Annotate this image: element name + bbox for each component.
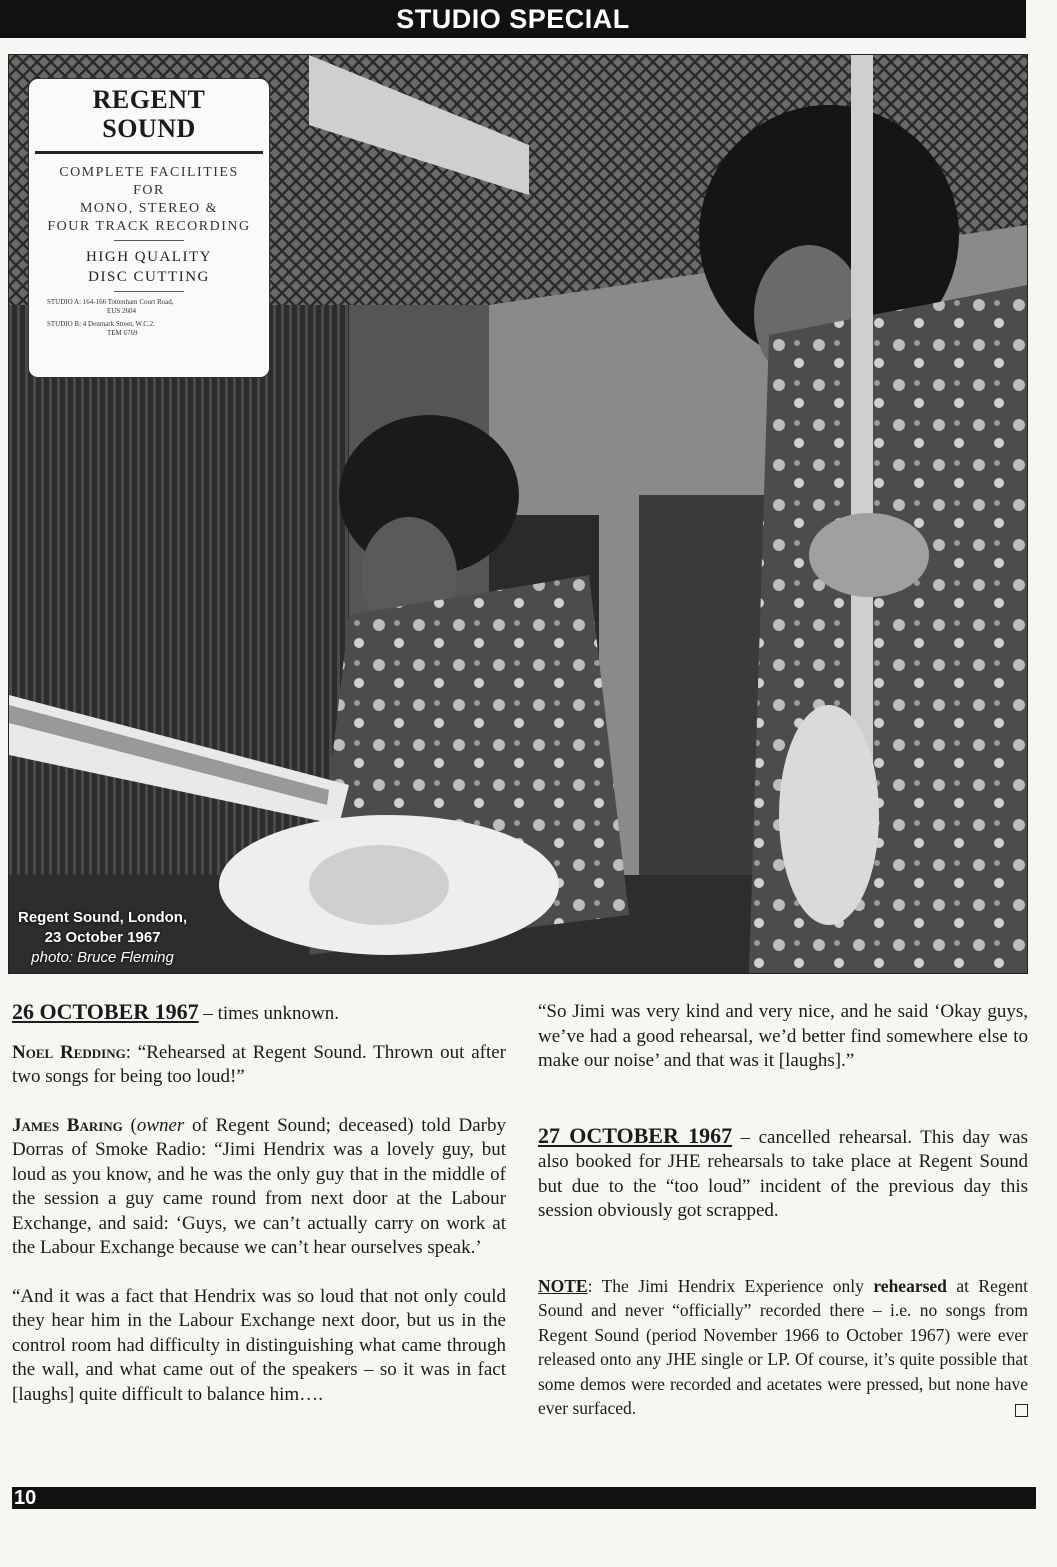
- ad-thin-divider: [114, 291, 184, 292]
- note-paragraph: [538, 1274, 1028, 1421]
- speaker-name: James Baring: [12, 1114, 123, 1136]
- ad-studio-a: [47, 298, 269, 316]
- studio-b-address: 4 Denmark Street, W.C.2.: [82, 320, 155, 328]
- ad-divider: [35, 151, 263, 154]
- entry-26-october: [12, 1000, 506, 1027]
- speaker-name: Noel Redding: [12, 1041, 126, 1063]
- entry-text: – times unknown.: [198, 1003, 340, 1024]
- date-heading: 26 OCTOBER 1967: [12, 999, 199, 1024]
- date-heading: 27 OCTOBER 1967: [538, 1122, 733, 1148]
- quote-text: : “Rehearsed at Regent Sound. Thrown out after two songs for being too loud!”: [12, 1041, 506, 1087]
- ad-line: FOR: [133, 183, 165, 198]
- ad-thin-divider: [114, 240, 184, 241]
- studio-a-address: 164-166 Tottenham Court Road,: [82, 298, 174, 306]
- page-number: 10: [14, 1487, 37, 1509]
- ad-line: MONO, STEREO &: [79, 201, 219, 216]
- photo-credit: photo: Bruce Fleming: [31, 949, 174, 966]
- quote-noel-redding: [12, 1041, 506, 1090]
- ad-line: DISC CUTTING: [88, 269, 210, 285]
- left-column: [12, 1000, 506, 1407]
- entry-27-october: [538, 1124, 1028, 1224]
- section-title: STUDIO SPECIAL: [396, 4, 630, 34]
- quote-james-baring: [12, 1114, 506, 1261]
- section-header-bar: [0, 0, 1026, 38]
- quote-conclusion: “So Jimi was very kind and very nice, and he said ‘Okay guys, we’ve had a good rehearsal, we’d better find somewhere else to make our noise’ and that was it [laughs].”: [538, 1001, 1028, 1071]
- studio-b-label: STUDIO B:: [47, 320, 82, 328]
- page-footer-bar: [12, 1487, 1036, 1509]
- quote-continued: “And it was a fact that Hendrix was so loud that not only could they hear him in the Labour Exchange next door, but us in the control room had difficulty in distinguishing what came through the wall, and what came out of the speakers – so it was in fact [laughs] quite difficult to balance him….: [12, 1285, 506, 1405]
- photo-caption: [18, 908, 187, 968]
- ad-studio-b: [47, 320, 269, 338]
- note-emphasis: rehearsed: [873, 1275, 947, 1296]
- note-label: NOTE: [538, 1275, 588, 1296]
- note-text: at Regent Sound and never “officially” recorded there – i.e. no songs from Regent Sound (period November 1966 to October 1967) were ever released onto any JHE single or LP. Of course, it’s quite possible that some demos were recorded and acetates were pressed, but none have ever surfaced.: [538, 1275, 1028, 1418]
- quote-text: of Regent Sound; deceased) told Darby Dorras of Smoke Radio: “Jimi Hendrix was a lovely guy, but loud as you know, and he was the only guy that in the middle of the session a guy came round from next door at the Labour Exchange, and said: ‘Guys, we can’t actually carry on work at the Labour Exchange because we can’t hear ourselves speak.’: [12, 1114, 506, 1258]
- note-text: : The Jimi Hendrix Experience only: [587, 1275, 874, 1296]
- end-of-article-box-icon: [1015, 1404, 1028, 1417]
- studio-a-label: STUDIO A:: [47, 298, 82, 306]
- quote-text: (: [122, 1114, 137, 1136]
- ad-line: COMPLETE FACILITIES: [59, 165, 239, 180]
- studio-b-phone: TEM 6769: [107, 329, 138, 337]
- caption-line1: Regent Sound, London,: [18, 909, 188, 926]
- regent-sound-advertisement: [28, 78, 270, 378]
- right-column: [538, 1000, 1028, 1421]
- ad-title-line2: SOUND: [102, 114, 196, 143]
- ad-line: HIGH QUALITY: [86, 249, 212, 265]
- ad-line: FOUR TRACK RECORDING: [47, 219, 251, 234]
- entry-text: – cancelled rehearsal. This day was also booked for JHE rehearsals to take place at Regent Sound but due to the “too loud” incident of the previous day this session obviously got scrapped.: [538, 1126, 1029, 1221]
- speaker-role: owner: [136, 1114, 185, 1136]
- caption-line2: 23 October 1967: [44, 929, 161, 946]
- studio-a-phone: EUS 2604: [107, 307, 136, 315]
- ad-title-line1: REGENT: [92, 85, 206, 114]
